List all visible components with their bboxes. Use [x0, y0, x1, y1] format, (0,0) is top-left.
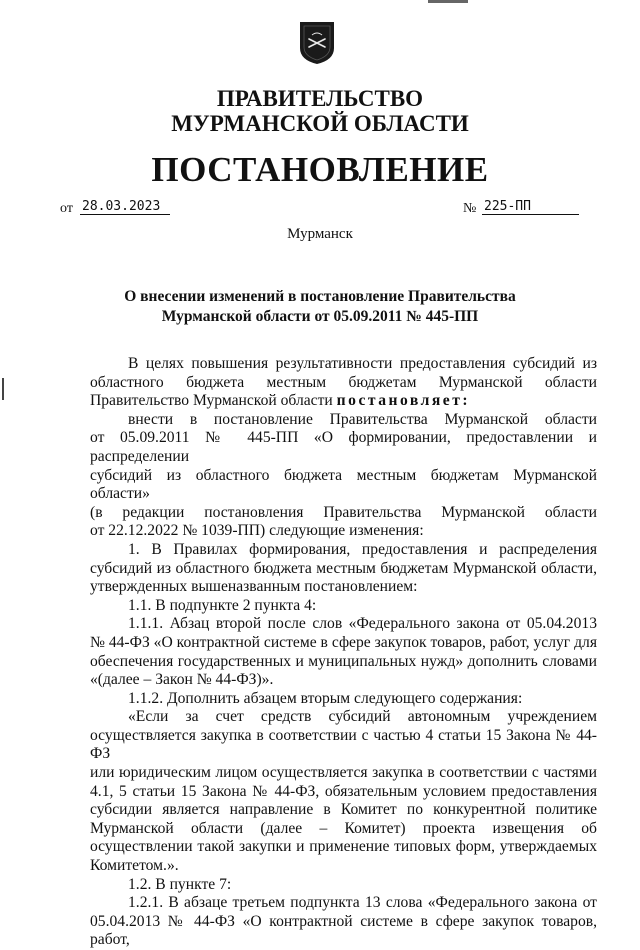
scan-mark-left — [2, 378, 4, 400]
text-line: 1.1. В подпункте 2 пункта 4: — [128, 596, 317, 614]
text-line: 1.1.2. Дополнить абзацем вторым следующего содержания: — [128, 689, 523, 707]
text-line: субсидий из областного бюджета местным бюджетам Мурманской области» — [90, 466, 597, 503]
text-line: осуществляется закупка в соответствии с частью 4 статьи 15 Закона № 44-ФЗ — [90, 726, 597, 763]
text-line: В целях повышения результативности предоставления субсидий из — [128, 355, 597, 372]
number-prefix: № — [463, 201, 477, 216]
text-line: субсидии является направление в Комитет по конкурентной политике — [90, 801, 597, 819]
text-line: 1.2. В пункте 7: — [128, 875, 232, 893]
text-line: 1. В Правилах формирования, предоставления и распределения — [128, 540, 597, 558]
resolution-word: постановляет: — [336, 392, 471, 410]
government-name — [0, 86, 640, 136]
title-line-1: О внесении изменений в постановление Правительства — [124, 288, 516, 305]
text-line: № 44-ФЗ «О контрактной системе в сфере закупок товаров, работ, услуг для — [90, 633, 597, 651]
text-fragment: Правительство Мурманской области — [90, 392, 333, 410]
text-line: 1.1.1. Абзац второй после слов «Федерального закона от 05.04.2013 — [128, 615, 597, 633]
document-type: ПОСТАНОВЛЕНИЕ — [151, 150, 489, 189]
text-line: обеспечения государственных и муниципальных нужд» дополнить словами — [90, 652, 597, 670]
text-line: областного бюджета местным бюджетам Мурманской области — [90, 373, 597, 391]
document-date: 28.03.2023 — [80, 199, 170, 215]
city: Мурманск — [287, 226, 353, 242]
text-line: или юридическим лицом осуществляется закупка в соответствии с частями — [90, 764, 597, 782]
text-line: от 22.12.2022 № 1039-ПП) следующие изменения: — [90, 522, 424, 540]
document-body — [90, 355, 597, 950]
text-line: утвержденных вышеназванным постановлением: — [90, 578, 418, 596]
text-line: осуществлении такой закупки и применение типовых форм, утверждаемых — [90, 838, 597, 856]
text-line: 4.1, 5 статьи 15 Закона № 44-ФЗ, обязательным условием предоставления — [90, 782, 597, 800]
text-line: (в редакции постановления Правительства Мурманской области — [90, 503, 597, 521]
text-line: Мурманской области (далее – Комитет) проекта извещения об — [90, 819, 597, 837]
document-title — [0, 287, 640, 327]
text-line: 05.04.2013 № 44-ФЗ «О контрактной системе в сфере закупок товаров, работ, — [90, 912, 597, 949]
document-number: 225-ПП — [482, 199, 579, 215]
date-prefix: от — [60, 201, 73, 216]
government-line-1: ПРАВИТЕЛЬСТВО — [216, 86, 424, 111]
text-line: Комитетом.». — [90, 857, 179, 875]
text-line: «(далее – Закон № 44-ФЗ)». — [90, 671, 274, 689]
text-line: внести в постановление Правительства Мурманской области — [128, 410, 597, 428]
scan-mark-top — [428, 0, 468, 3]
text-line: субсидий из областного бюджета местным бюджетам Мурманской области, — [90, 559, 597, 577]
government-line-2: МУРМАНСКОЙ ОБЛАСТИ — [171, 111, 469, 136]
text-line: от 05.09.2011 № 445-ПП «О формировании, предоставлении и распределении — [90, 429, 597, 465]
text-line: 1.2.1. В абзаце третьем подпункта 13 слова «Федерального закона от — [128, 894, 597, 912]
text-line: «Если за счет средств субсидий автономным учреждением — [128, 708, 597, 726]
text-line — [90, 392, 597, 411]
coat-of-arms-icon — [296, 18, 338, 66]
title-line-2: Мурманской области от 05.09.2011 № 445-ПП — [161, 308, 479, 325]
